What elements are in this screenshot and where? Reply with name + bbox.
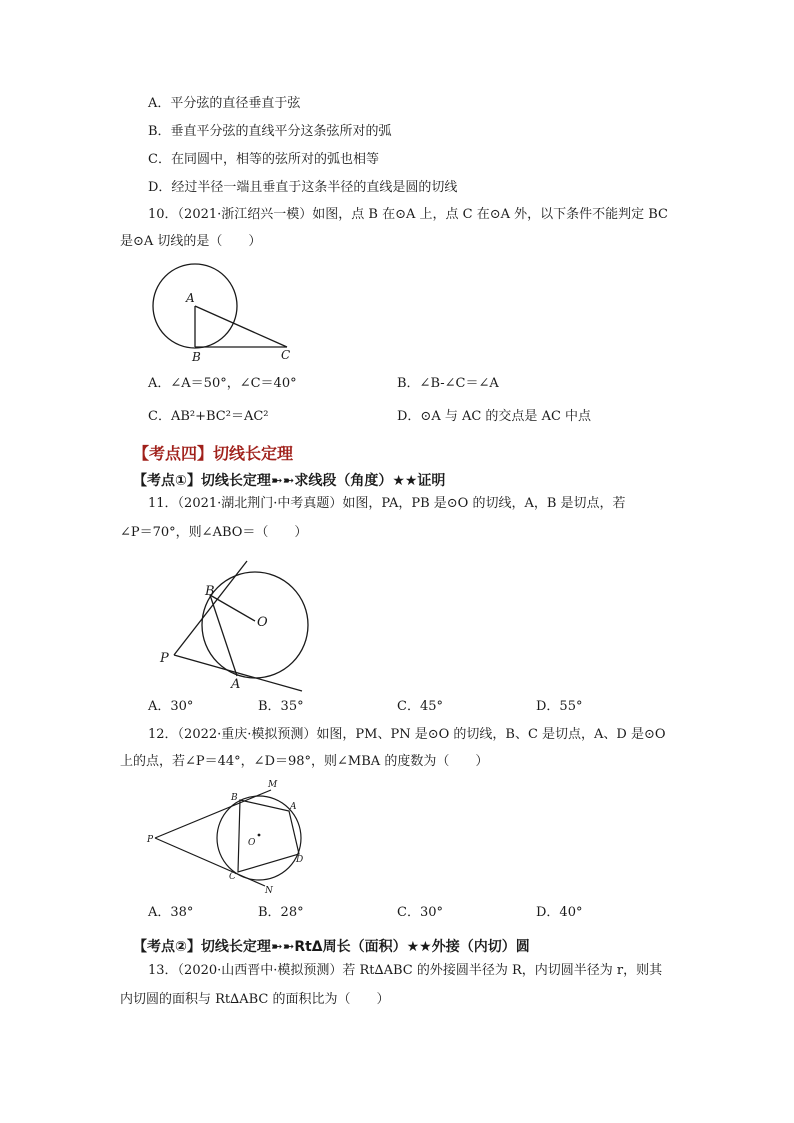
q12-label-p: P [147,835,154,845]
q11-label-p: P [160,651,169,666]
q10-segment-ac [195,306,287,347]
q12-label-c: C [229,872,236,882]
q12-label-n: N [265,886,273,896]
q10-stem-line2: 是⊙A 切线的是（ ） [120,234,262,249]
q12-label-b: B [231,793,238,803]
kaodian2-title: 【考点②】切线长定理➼➼RtΔ周长（面积）★★外接（内切）圆 [133,939,530,955]
q12-stem-line2: 上的点，若∠P＝44°，∠D＝98°，则∠MBA 的度数为（ ） [120,754,489,769]
q10-figure [140,258,310,368]
q9-option-a: A．平分弦的直径垂直于弦 [148,96,301,111]
q12-label-d: D [296,855,304,865]
q10-label-c: C [281,348,291,362]
q12-option-c: C．30° [397,905,443,920]
q11-option-b: B．35° [258,699,304,714]
q12-center-dot [258,834,261,837]
q9-option-c: C．在同圆中，相等的弦所对的弧也相等 [148,152,379,167]
q9-option-d: D．经过半径一端且垂直于这条半径的直线是圆的切线 [148,180,458,195]
q11-option-a: A．30° [148,699,194,714]
q11-stem-line2: ∠P＝70°，则∠ABO＝（ ） [120,525,308,540]
q11-option-c: C．45° [397,699,443,714]
q11-segment-ab [210,595,237,676]
q10-stem-line1: 10．（2021·浙江绍兴一模）如图，点 B 在⊙A 上，点 C 在⊙A 外，以下条件不能判定 BC [148,207,668,222]
q10-label-b: B [192,350,201,364]
q10-option-d: D．⊙A 与 AC 的交点是 AC 中点 [397,409,592,424]
q12-stem-line1: 12．（2022·重庆·模拟预测）如图，PM、PN 是⊙O 的切线，B、C 是切点，A、D 是⊙O [148,727,666,742]
section-title-kaodian4: 【考点四】切线长定理 [133,444,294,463]
q10-label-a: A [186,291,195,305]
q11-stem-line1: 11．（2021·湖北荆门·中考真题）如图，PA，PB 是⊙O 的切线，A，B 是切点，若 [148,496,626,511]
q10-option-c: C．AB²+BC²＝AC² [148,409,269,424]
q12-figure [143,778,318,898]
q10-option-a: A．∠A＝50°，∠C＝40° [148,376,297,391]
q12-label-a: A [290,802,297,812]
q11-label-a: A [231,677,241,692]
q9-option-b: B．垂直平分弦的直线平分这条弦所对的弧 [148,124,392,139]
q12-circle-o [217,796,304,880]
q11-tangent-pb [174,561,247,655]
q11-label-b: B [205,584,215,599]
q12-option-d: D．40° [536,905,583,920]
q11-label-o: O [257,615,268,630]
q12-option-b: B．28° [258,905,304,920]
q13-stem-line2: 内切圆的面积与 Rt∆ABC 的面积比为（ ） [120,992,390,1007]
q12-option-a: A．38° [148,905,194,920]
q13-stem-line1: 13．（2020·山西晋中·模拟预测）若 Rt∆ABC 的外接圆半径为 R，内切圆半径为 r，则其 [148,963,663,978]
q11-figure [150,555,315,695]
q11-circle-o [202,572,308,678]
q11-option-d: D．55° [536,699,583,714]
q12-tangent-pm [155,790,271,838]
q10-option-b: B．∠B-∠C＝∠A [397,376,499,391]
q12-label-m: M [268,780,278,790]
kaodian1-title: 【考点①】切线长定理➼➼求线段（角度）★★证明 [133,473,446,489]
q12-label-o: O [248,838,256,848]
